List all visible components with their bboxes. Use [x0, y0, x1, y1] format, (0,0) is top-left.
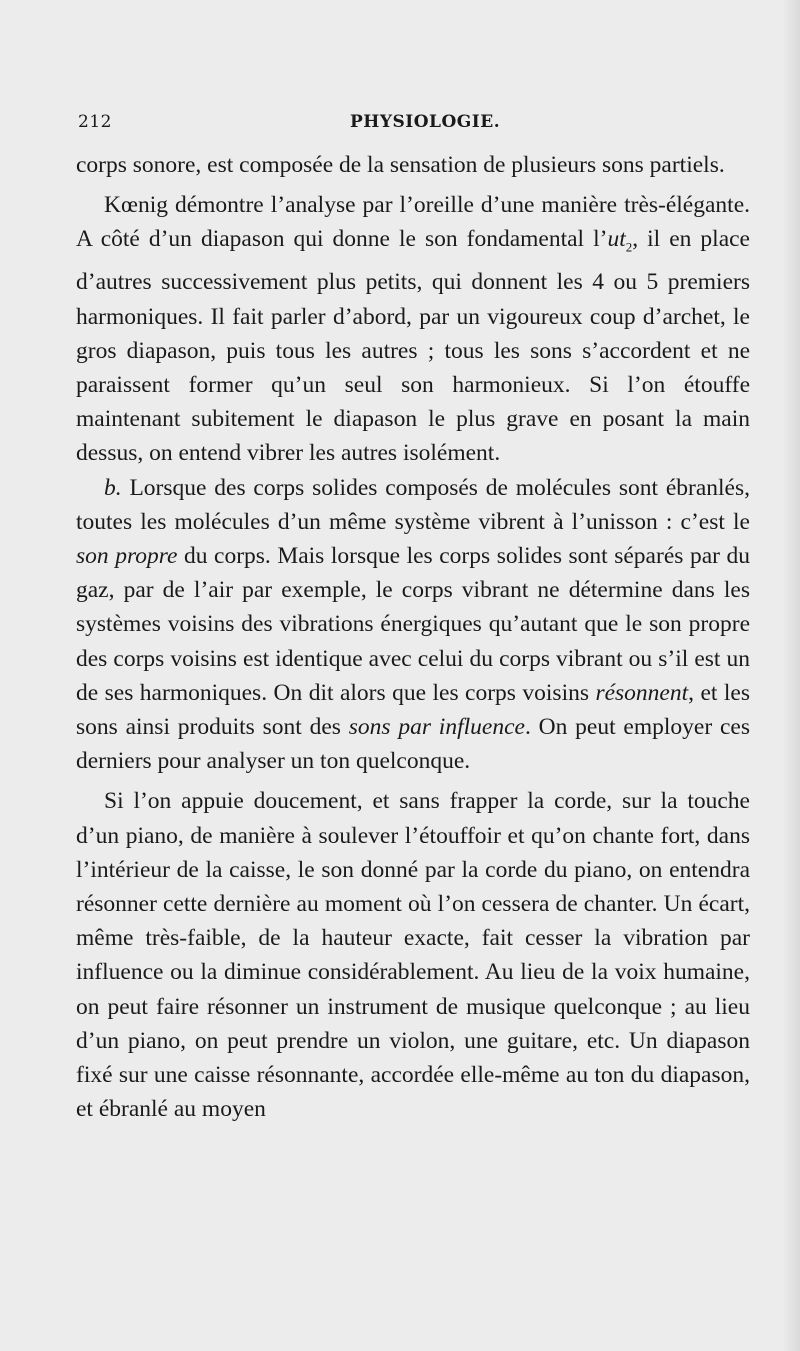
text-run: , et les sons ainsi produits sont des — [76, 679, 750, 740]
italic-run: ut — [607, 226, 626, 253]
paragraph — [76, 784, 750, 1126]
page-header — [78, 112, 738, 140]
text-run: Si l’on appuie doucement, et sans frapper la corde, sur la touche d’un piano, de manière à soulever l’étouffoir et qu’on chante fort, dans l’intérieur de la caisse, le son donné par la corde du piano, on entendra résonner cette dernière au moment où l’on cessera de chanter. Un écart, même très-faible, de la hauteur exacte, fait cesser la vibration par influence ou la diminue considérablement. Au lieu de la voix humaine, on peut faire résonner un instrument de musique quelconque ; au lieu d’un piano, on peut prendre un violon, une guitare, etc. Un diapason fixé sur une caisse résonnante, accordée elle-même au ton du diapason, et ébranlé au moyen — [76, 788, 750, 1123]
page-number: 212 — [78, 112, 112, 132]
italic-run: b. — [104, 474, 122, 501]
text-run: Lorsque des corps solides composés de molécules sont ébranlés, toutes les molécules d’un même système vibrent à l’unisson : c’est le — [76, 474, 750, 535]
italic-run: résonnent — [595, 679, 689, 706]
text-run: . On peut employer ces derniers pour analyser un ton quelconque. — [76, 713, 750, 775]
text-run: corps sonore, est composée de la sensation de plusieurs sons partiels. — [76, 152, 725, 178]
subscript-run: 2 — [625, 240, 633, 256]
running-title: PHYSIOLOGIE. — [350, 112, 501, 132]
text-run: du corps. Mais lorsque les corps solides sont séparés par du gaz, par de l’air par exemple, le corps vibrant ne détermine dans les systèmes voisins des vibrations énergiques qu’autant que le son propre des corps voisins est identique avec celui du corps vibrant ou s’il est un de ses harmoniques. On dit alors que les corps voisins — [76, 542, 750, 706]
italic-run: sons par influence — [348, 713, 525, 740]
text-run: Kœnig démontre l’analyse par l’oreille d’une manière très-élégante. A côté d’un diapason qui donne le son fondamental l’ — [76, 192, 750, 253]
paragraph — [76, 471, 750, 779]
italic-run: son propre — [76, 542, 178, 569]
paragraph — [76, 188, 750, 470]
page-body — [76, 148, 750, 1126]
paragraph — [76, 148, 750, 182]
text-run: , il en place d’autres successivement plus petits, qui donnent les 4 ou 5 premiers harmoniques. Il fait parler d’abord, par un vigoureux coup d’archet, le gros diapason, puis tous les autres ; tous les sons s’accordent et ne paraissent former qu’un seul son harmonieux. Si l’on étouffe maintenant subitement le diapason le plus grave en posant la main dessus, on entend vibrer les autres isolément. — [76, 226, 750, 467]
